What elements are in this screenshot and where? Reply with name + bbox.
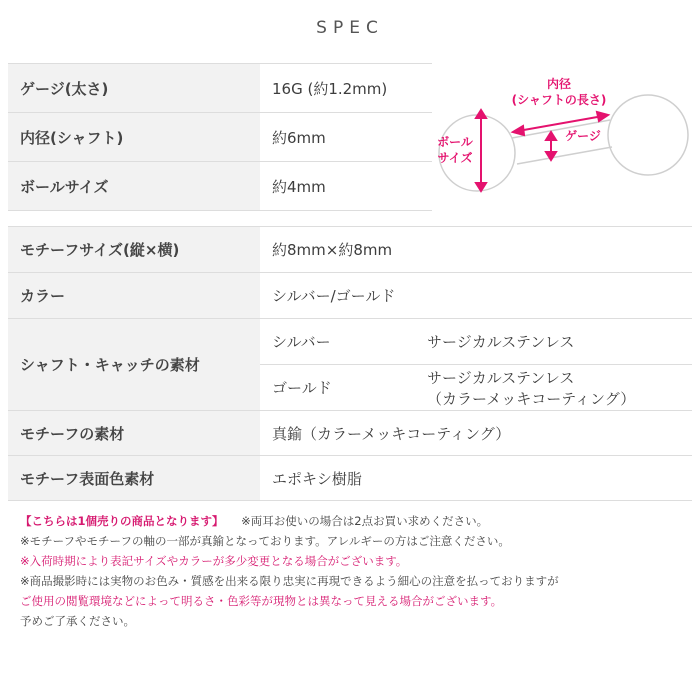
spec-label-motif-material: モチーフの素材 <box>8 411 260 456</box>
diagram-label-inner-diameter: 内径 <box>546 77 572 91</box>
detail-spec-table <box>8 226 692 501</box>
diagram-label-ball: ボール <box>437 135 473 149</box>
spec-label-shaft-material: シャフト・キャッチの素材 <box>8 319 260 411</box>
spec-title: SPEC <box>316 18 384 38</box>
diagram-label-gauge: ゲージ <box>565 129 601 143</box>
basic-spec-table <box>8 63 432 211</box>
material-gold-value-line1: サージカルステンレス <box>427 368 575 387</box>
material-gold-value-line2: （カラーメッキコーティング） <box>427 389 636 408</box>
material-silver-row <box>260 319 692 364</box>
table-row <box>8 273 692 319</box>
diagram-label-shaft-length: (シャフトの長さ) <box>511 93 607 107</box>
spec-value-gauge: 16G (約1.2mm) <box>260 64 432 113</box>
viewing-note: ご使用の閲覧環境などによって明るさ・色彩等が現物とは異なって見える場合がございます。 <box>20 594 503 608</box>
spec-value-ball-size: 約4mm <box>260 162 432 211</box>
table-row <box>8 319 692 411</box>
material-gold-value <box>427 367 635 409</box>
notes-block <box>20 511 559 631</box>
brass-note: ※モチーフやモチーフの軸の一部が真鍮となっております。アレルギーの方はご注意ください。 <box>20 534 510 548</box>
spec-value-surface-material: エポキシ樹脂 <box>260 456 692 501</box>
spec-value-motif-material: 真鍮（カラーメッキコーティング） <box>260 411 692 456</box>
material-gold-row <box>260 364 692 410</box>
table-row <box>8 113 432 162</box>
spec-value-color: シルバー/ゴールド <box>260 273 692 319</box>
material-gold-key: ゴールド <box>272 379 332 397</box>
table-row <box>8 227 692 273</box>
both-ears-note: ※両耳お使いの場合は2点お買い求めください。 <box>241 514 489 528</box>
table-row <box>8 456 692 501</box>
single-sale-note: 【こちらは1個売りの商品となります】 <box>20 514 224 528</box>
table-row <box>8 64 432 113</box>
spec-label-inner-diameter: 内径(シャフト) <box>8 113 260 162</box>
material-silver-value: サージカルステンレス <box>427 333 575 351</box>
spec-value-motif-size: 約8mm×約8mm <box>260 227 692 273</box>
diagram-label-size: サイズ <box>437 151 473 165</box>
table-row <box>8 162 432 211</box>
spec-label-ball-size: ボールサイズ <box>8 162 260 211</box>
spec-label-color: カラー <box>8 273 260 319</box>
understand-note: 予めご了承ください。 <box>20 614 135 628</box>
photo-note: ※商品撮影時には実物のお色み・質感を出来る限り忠実に再現できるよう細心の注意を払っておりますが <box>20 574 559 588</box>
arrival-note: ※入荷時期により表記サイズやカラーが多少変更となる場合がございます。 <box>20 554 408 568</box>
spec-value-inner-diameter: 約6mm <box>260 113 432 162</box>
spec-label-gauge: ゲージ(太さ) <box>8 64 260 113</box>
ball-right-shape <box>608 95 688 175</box>
barbell-diagram <box>433 72 693 202</box>
material-silver-key: シルバー <box>272 333 331 351</box>
spec-value-shaft-material <box>260 319 692 411</box>
spec-label-surface-material: モチーフ表面色素材 <box>8 456 260 501</box>
table-row <box>8 411 692 456</box>
note-line <box>20 511 559 531</box>
spec-label-motif-size: モチーフサイズ(縦×横) <box>8 227 260 273</box>
